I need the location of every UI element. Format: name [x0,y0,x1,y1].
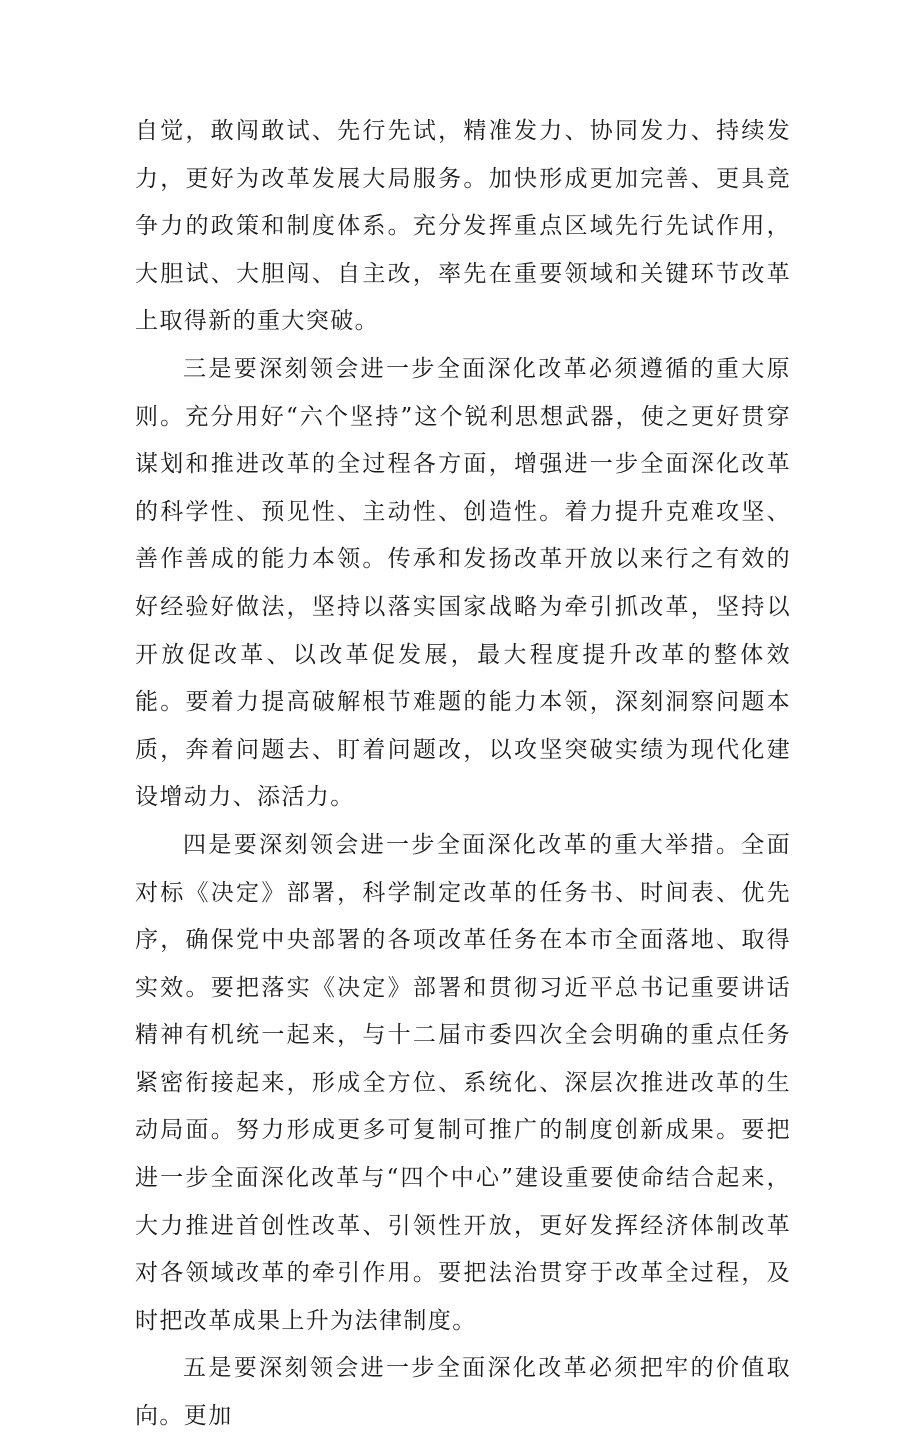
paragraph-1: 自觉，敢闯敢试、先行先试，精准发力、协同发力、持续发力，更好为改革发展大局服务。加快形成更加完善、更具竞争力的政策和制度体系。充分发挥重点区域先行先试作用，大胆试、大胆闯、自主改，率先在重要领域和关键环节改革上取得新的重大突破。 [135,118,791,335]
document-body [135,108,791,1441]
paragraph-3: 四是要深刻领会进一步全面深化改革的重大举措。全面对标《决定》部署，科学制定改革的任务书、时间表、优先序，确保党中央部署的各项改革任务在本市全面落地、取得实效。要把落实《决定》部署和贯彻习近平总书记重要讲话精神有机统一起来，与十二届市委四次全会明确的重点任务紧密衔接起来，形成全方位、系统化、深层次推进改革的生动局面。努力形成更多可复制可推广的制度创新成果。要把进一步全面深化改革与“四个中心”建设重要使命结合起来，大力推进首创性改革、引领性开放，更好发挥经济体制改革对各领域改革的牵引作用。要把法治贯穿于改革全过程，及时把改革成果上升为法律制度。 [135,831,791,1334]
paragraph-2: 三是要深刻领会进一步全面深化改革必须遵循的重大原则。充分用好“六个坚持”这个锐利思想武器，使之更好贯穿谋划和推进改革的全过程各方面，增强进一步全面深化改革的科学性、预见性、主动性、创造性。着力提升克难攻坚、善作善成的能力本领。传承和发扬改革开放以来行之有效的好经验好做法，坚持以落实国家战略为牵引抓改革，坚持以开放促改革、以改革促发展，最大程度提升改革的整体效能。要着力提高破解根节难题的能力本领，深刻洞察问题本质，奔着问题去、盯着问题改，以攻坚突破实绩为现代化建设增动力、添活力。 [135,355,791,811]
paragraph-4: 五是要深刻领会进一步全面深化改革必须把牢的价值取向。更加 [135,1355,791,1430]
